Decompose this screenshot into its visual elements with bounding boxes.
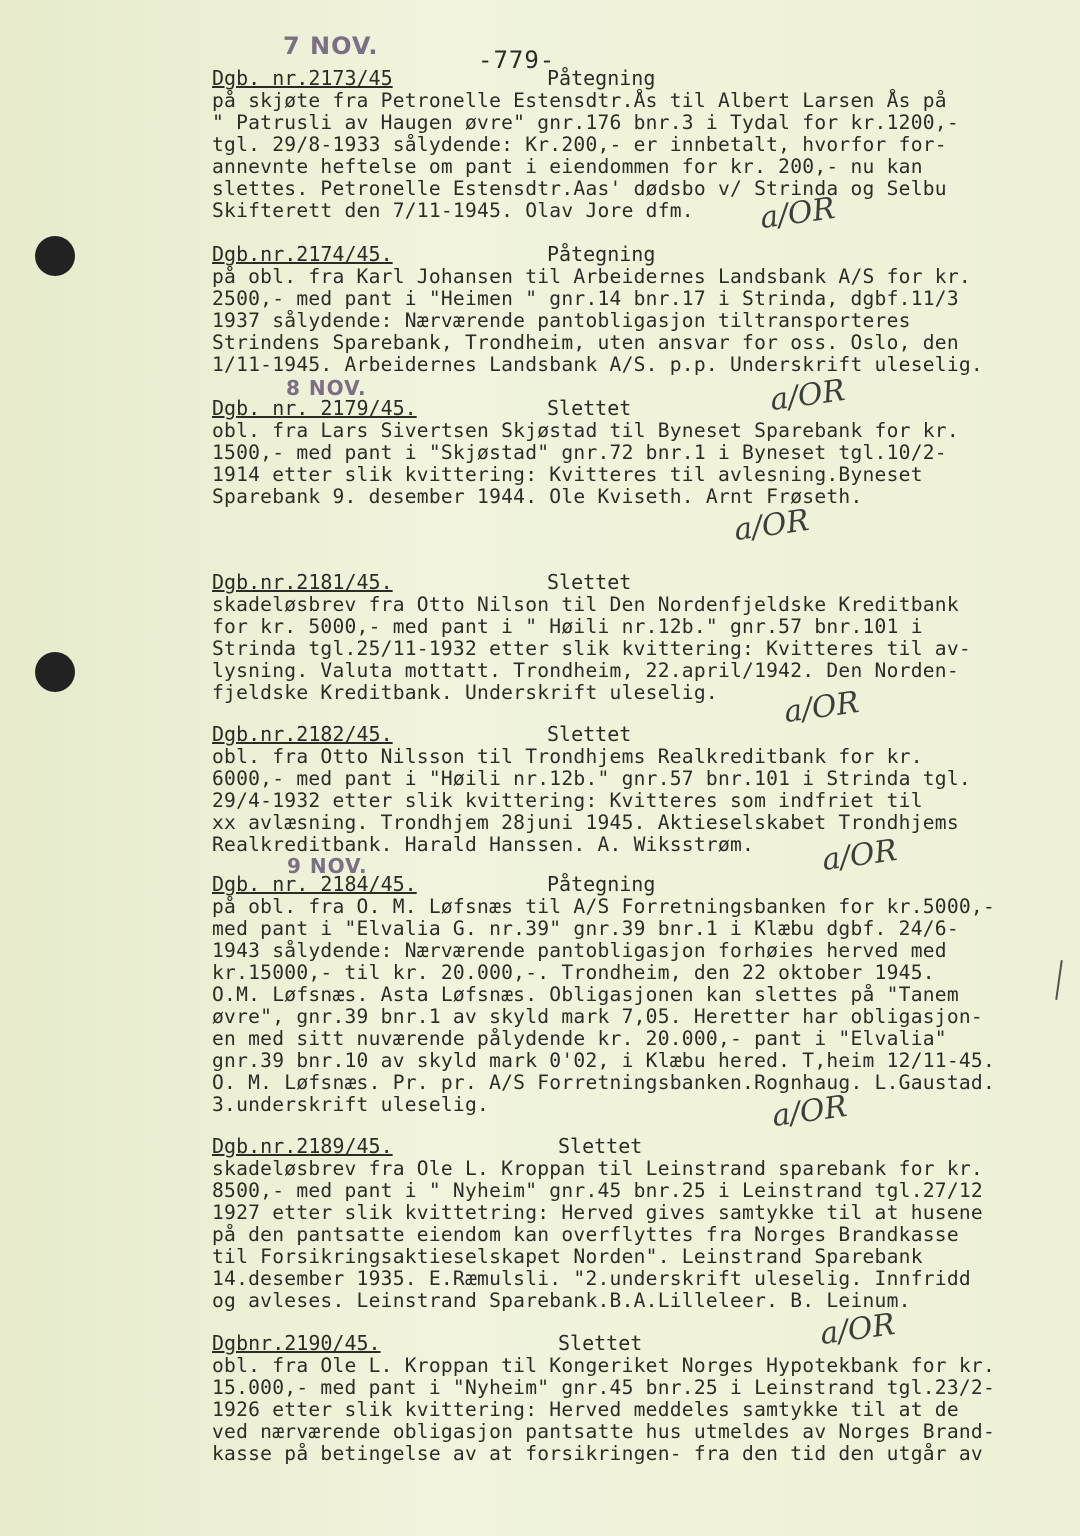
- text-line: for kr. 5000,- med pant i " Høili nr.12b." gnr.57 bnr.101 i: [212, 615, 923, 638]
- text-line: Skifterett den 7/11-1945. Olav Jore dfm.: [212, 199, 694, 222]
- entry-5: [212, 722, 1062, 856]
- text-line: kr.15000,- til kr. 20.000,-. Trondheim, den 22 oktober 1945.: [212, 961, 935, 984]
- text-line: og avleses. Leinstrand Sparebank.B.A.Lilleleer. B. Leinum.: [212, 1289, 911, 1312]
- signature-initials: a/OR: [769, 1088, 850, 1135]
- entry-kind: Påtegning: [547, 242, 656, 266]
- signature-initials: a/OR: [817, 1306, 898, 1353]
- entry-6: [212, 872, 1062, 1116]
- entry-kind: Slettet: [547, 722, 632, 746]
- entry-1: [212, 66, 1062, 222]
- entry-kind: Slettet: [547, 570, 632, 594]
- text-line: med pant i "Elvalia G. nr.39" gnr.39 bnr.1 i Klæbu dgbf. 24/6-: [212, 917, 959, 940]
- entry-kind: Slettet: [547, 396, 632, 420]
- text-line: Realkreditbank. Harald Hanssen. A. Wiksstrøm.: [212, 833, 755, 856]
- entry-4: [212, 570, 1062, 704]
- text-line: 8500,- med pant i " Nyheim" gnr.45 bnr.25 i Leinstrand tgl.27/12: [212, 1179, 983, 1202]
- entry-ref: Dgb.nr.2181/45.: [212, 570, 393, 594]
- text-line: 29/4-1932 etter slik kvittering: Kvitteres som indfriet til: [212, 789, 923, 812]
- entry-ref: Dgb. nr.2173/45: [212, 66, 393, 90]
- entry-kind: Påtegning: [547, 66, 656, 90]
- text-line: 2500,- med pant i "Heimen " gnr.14 bnr.17 i Strinda, dgbf.11/3: [212, 287, 959, 310]
- text-line: 1926 etter slik kvittering: Herved meddeles samtykke til at de: [212, 1398, 959, 1421]
- text-line: obl. fra Lars Sivertsen Skjøstad til Byneset Sparebank for kr.: [212, 419, 959, 442]
- text-line: Sparebank 9. desember 1944. Ole Kviseth. Arnt Frøseth.: [212, 485, 863, 508]
- text-line: " Patrusli av Haugen øvre" gnr.176 bnr.3 i Tydal for kr.1200,-: [212, 111, 959, 134]
- entry-ref: Dgb.nr.2182/45.: [212, 722, 393, 746]
- text-line: 1937 sålydende: Nærværende pantobligasjon tiltransporteres: [212, 309, 911, 332]
- text-line: 1927 etter slik kvittetring: Herved gives samtykke til at husene: [212, 1201, 983, 1224]
- entry-ref: Dgbnr.2190/45.: [212, 1331, 381, 1355]
- entry-kind: Slettet: [558, 1134, 643, 1158]
- text-line: Strindens Sparebank, Trondheim, uten ansvar for oss. Oslo, den: [212, 331, 959, 354]
- text-line: xx avlæsning. Trondhjem 28juni 1945. Aktieselskabet Trondhjems: [212, 811, 959, 834]
- text-line: 3.underskrift uleselig.: [212, 1093, 490, 1116]
- date-stamp-3: 9 NOV.: [287, 854, 368, 878]
- text-line: 1914 etter slik kvittering: Kvitteres til avlesning.Byneset: [212, 463, 923, 486]
- text-line: på den pantsatte eiendom kan overflyttes fra Norges Brandkasse: [212, 1223, 959, 1246]
- date-stamp-2: 8 NOV.: [286, 376, 367, 400]
- text-line: Strinda tgl.25/11-1932 etter slik kvittering: Kvitteres til av-: [212, 637, 971, 660]
- text-line: på obl. fra Karl Johansen til Arbeidernes Landsbank A/S for kr.: [212, 265, 971, 288]
- text-line: en med sitt nuværende pålydende kr. 20.000,- pant i "Elvalia": [212, 1027, 947, 1050]
- page-number: -779-: [478, 46, 556, 74]
- entry-kind: Påtegning: [547, 872, 656, 896]
- entry-3: [212, 396, 1062, 508]
- signature-initials: a/OR: [819, 832, 900, 879]
- text-line: annevnte heftelse om pant i eiendommen for kr. 200,- nu kan: [212, 155, 923, 178]
- signature-initials: a/OR: [767, 372, 848, 419]
- signature-initials: a/OR: [781, 684, 862, 731]
- text-line: 1943 sålydende: Nærværende pantobligasjon forhøies herved med: [212, 939, 947, 962]
- text-line: skadeløsbrev fra Otto Nilson til Den Nordenfjeldske Kreditbank: [212, 593, 959, 616]
- text-line: tgl. 29/8-1933 sålydende: Kr.200,- er innbetalt, hvorfor for-: [212, 133, 947, 156]
- text-line: skadeløsbrev fra Ole L. Kroppan til Leinstrand sparebank for kr.: [212, 1157, 983, 1180]
- text-line: gnr.39 bnr.10 av skyld mark 0'02, i Klæbu hered. T,heim 12/11-45.: [212, 1049, 996, 1072]
- punch-hole-bottom: [35, 652, 75, 692]
- text-line: fjeldske Kreditbank. Underskrift uleselig.: [212, 681, 718, 704]
- text-line: 14.desember 1935. E.Ræmulsli. "2.underskrift uleselig. Innfridd: [212, 1267, 971, 1290]
- signature-initials: a/OR: [731, 502, 812, 549]
- punch-hole-top: [35, 236, 75, 276]
- text-line: på skjøte fra Petronelle Estensdtr.Ås til Albert Larsen Ås på: [212, 89, 947, 112]
- entry-ref: Dgb.nr.2189/45.: [212, 1134, 393, 1158]
- signature-initials: a/OR: [757, 190, 838, 237]
- text-line: kasse på betingelse av at forsikringen- fra den tid den utgår av: [212, 1442, 983, 1465]
- entry-8: [212, 1331, 1062, 1465]
- entry-ref: Dgb. nr. 2179/45.: [212, 396, 417, 420]
- text-line: 1500,- med pant i "Skjøstad" gnr.72 bnr.1 i Byneset tgl.10/2-: [212, 441, 947, 464]
- entry-7: [212, 1134, 1062, 1312]
- entry-ref: Dgb. nr. 2184/45.: [212, 872, 417, 896]
- text-line: slettes. Petronelle Estensdtr.Aas' dødsbo v/ Strinda og Selbu: [212, 177, 947, 200]
- text-line: obl. fra Otto Nilsson til Trondhjems Realkreditbank for kr.: [212, 745, 923, 768]
- text-line: O.M. Løfsnæs. Asta Løfsnæs. Obligasjonen kan slettes på "Tanem: [212, 983, 959, 1006]
- text-line: O. M. Løfsnæs. Pr. pr. A/S Forretningsbanken.Rognhaug. L.Gaustad.: [212, 1071, 996, 1094]
- entry-kind: Slettet: [558, 1331, 643, 1355]
- text-line: på obl. fra O. M. Løfsnæs til A/S Forretningsbanken for kr.5000,-: [212, 895, 996, 918]
- entry-ref: Dgb.nr.2174/45.: [212, 242, 393, 266]
- entry-2: [212, 242, 1062, 376]
- text-line: ved nærværende obligasjon pantsatte hus utmeldes av Norges Brand-: [212, 1420, 996, 1443]
- text-line: obl. fra Ole L. Kroppan til Kongeriket Norges Hypotekbank for kr.: [212, 1354, 996, 1377]
- text-line: lysning. Valuta mottatt. Trondheim, 22.april/1942. Den Norden-: [212, 659, 959, 682]
- text-line: til Forsikringsaktieselskapet Norden". Leinstrand Sparebank: [212, 1245, 923, 1268]
- date-stamp-1: 7 NOV.: [283, 32, 379, 60]
- text-line: 6000,- med pant i "Høili nr.12b." gnr.57 bnr.101 i Strinda tgl.: [212, 767, 971, 790]
- text-line: 15.000,- med pant i "Nyheim" gnr.45 bnr.25 i Leinstrand tgl.23/2-: [212, 1376, 996, 1399]
- text-line: øvre", gnr.39 bnr.1 av skyld mark 7,05. Heretter har obligasjon-: [212, 1005, 983, 1028]
- text-line: 1/11-1945. Arbeidernes Landsbank A/S. p.p. Underskrift uleselig.: [212, 353, 983, 376]
